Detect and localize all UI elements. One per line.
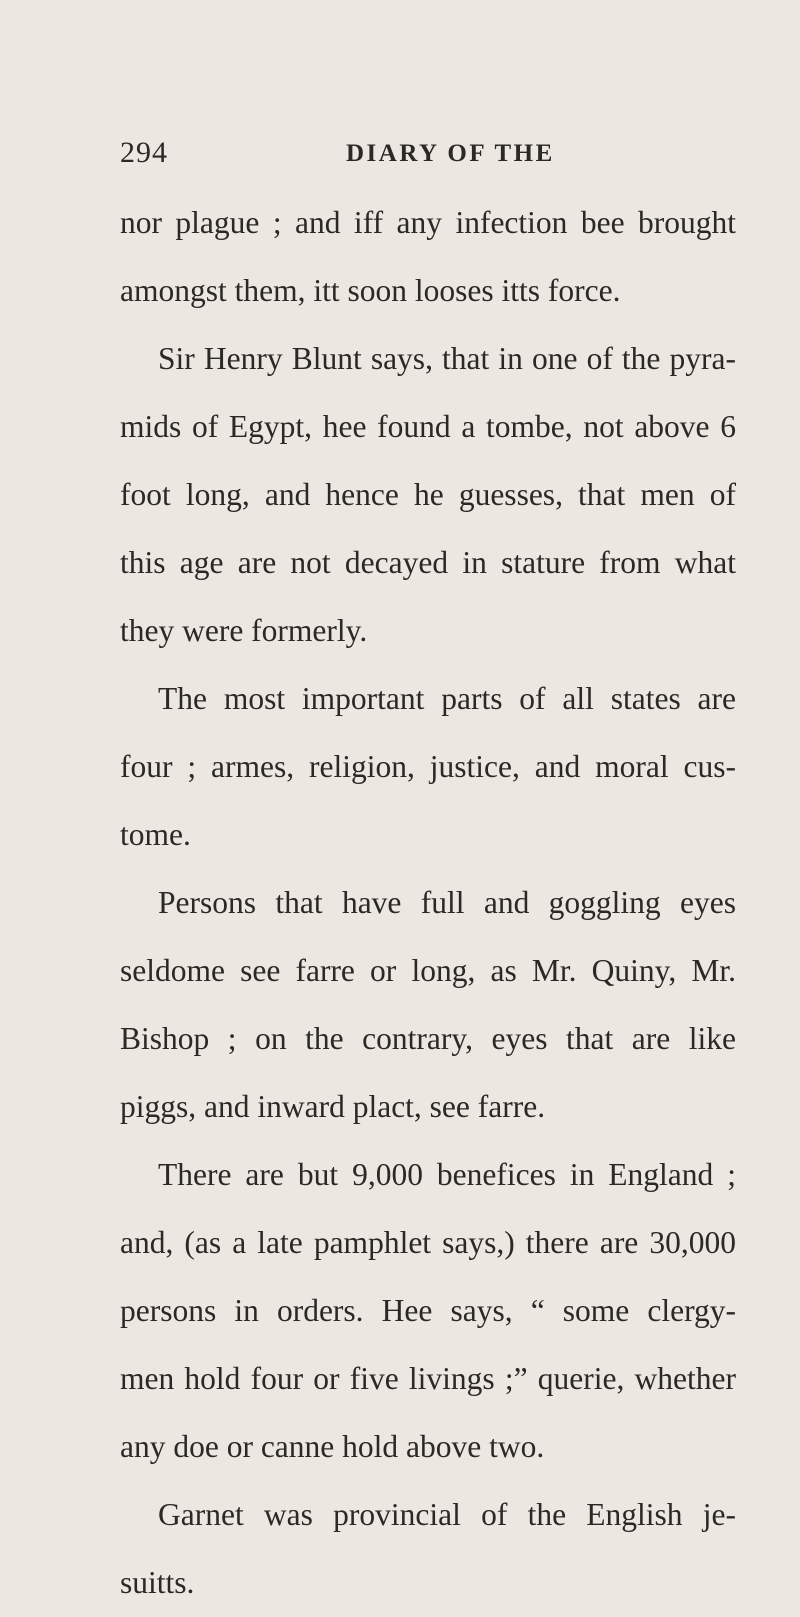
body-text [120, 189, 736, 1617]
running-head [120, 136, 740, 176]
text-line: nor plague ; and iff any infection bee brought [120, 205, 736, 240]
page-number: 294 [120, 136, 168, 169]
text-line: amongst them, itt soon looses itts force. [120, 273, 621, 308]
text-line: Persons that have full and goggling eyes [158, 885, 736, 920]
text-line: and, (as a late pamphlet says,) there are 30,000 [120, 1225, 736, 1260]
text-line: Garnet was provincial of the English je- [158, 1497, 736, 1532]
text-line: men hold four or five livings ;” querie, whether [120, 1361, 736, 1396]
text-line: this age are not decayed in stature from what [120, 545, 736, 580]
running-title: DIARY OF THE [346, 140, 555, 167]
text-line: they were formerly. [120, 613, 368, 648]
text-line: tome. [120, 817, 191, 852]
text-line: persons in orders. Hee says, “ some clergy- [120, 1293, 736, 1328]
text-line: There are but 9,000 benefices in England ; [158, 1157, 736, 1192]
text-line: foot long, and hence he guesses, that men of [120, 477, 736, 512]
text-line: mids of Egypt, hee found a tombe, not above 6 [120, 409, 736, 444]
text-line: any doe or canne hold above two. [120, 1429, 545, 1464]
text-line: seldome see farre or long, as Mr. Quiny, Mr. [120, 953, 736, 988]
text-line: The most important parts of all states are [158, 681, 736, 716]
text-line: Bishop ; on the contrary, eyes that are like [120, 1021, 736, 1056]
text-line: Sir Henry Blunt says, that in one of the pyra- [158, 341, 736, 376]
text-line: piggs, and inward plact, see farre. [120, 1089, 546, 1124]
text-line: suitts. [120, 1565, 195, 1600]
text-line: four ; armes, religion, justice, and moral cus- [120, 749, 736, 784]
